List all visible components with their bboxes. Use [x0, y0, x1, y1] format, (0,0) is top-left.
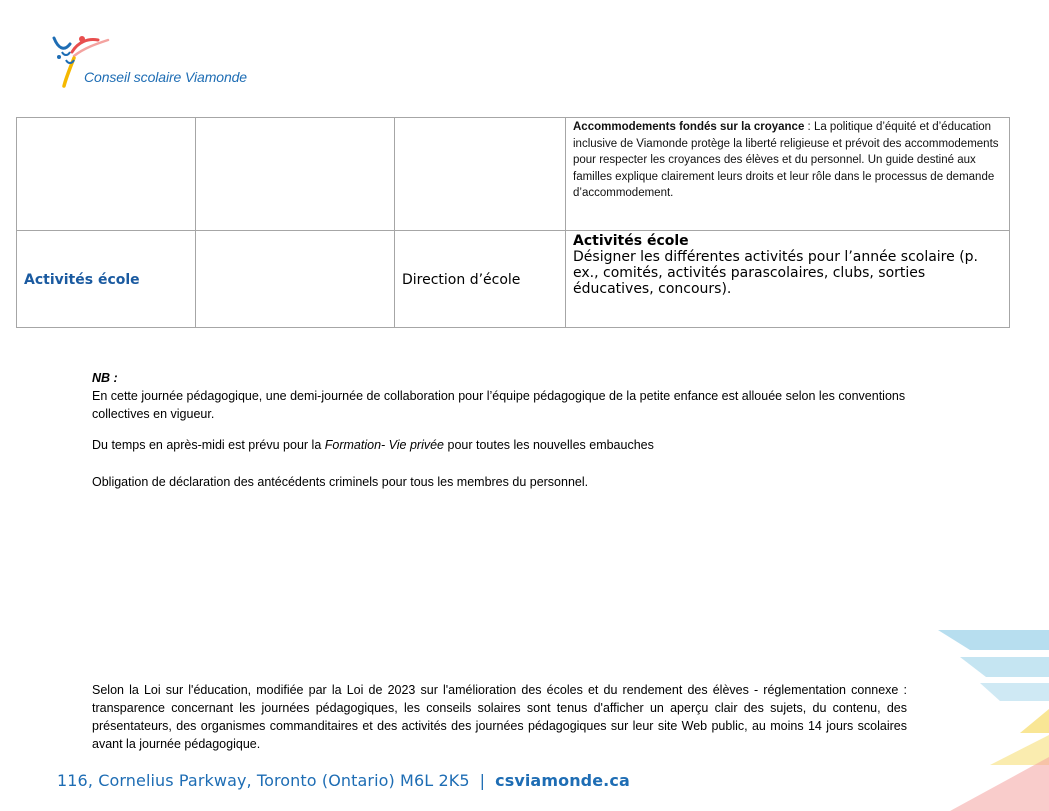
notes-p2-before: Du temps en après-midi est prévu pour la [92, 438, 325, 452]
table-row [17, 231, 1010, 328]
org-name: Conseil scolaire Viamonde [84, 69, 247, 85]
table-cell [566, 118, 1010, 231]
notes-p2-italic: Formation- Vie privée [324, 438, 445, 452]
table-cell [395, 231, 566, 328]
notes-p2-after: pour toutes les nouvelles embauches [444, 438, 654, 452]
notes-label: NB : [92, 371, 118, 385]
law-paragraph: Selon la Loi sur l'éducation, modifiée par la Loi de 2023 sur l'amélioration des écoles et du rendement des élèves - réglementation connexe : transparence concernant les journées pédagogiques, les conseils solaires sont tenus d'afficher un aperçu clair des sujets, du contenu, des présentateurs, des organismes commanditaires et des activités des journées pédagogiques sur leur site Web public, au moins 14 jours scolaires avant la journée pédagogique. [92, 683, 907, 751]
activity-label: Activités école [24, 272, 140, 288]
table-cell [17, 231, 196, 328]
table-cell [17, 118, 196, 231]
activity-description [566, 231, 1009, 297]
responsible-label: Direction d’école [402, 272, 521, 288]
table-cell [196, 118, 395, 231]
activities-table [16, 117, 1010, 328]
notes-paragraph-2 [92, 438, 654, 452]
notes-paragraph-3: Obligation de déclaration des antécédents criminels pour tous les membres du personnel. [92, 475, 589, 489]
footer [57, 771, 630, 790]
activity-desc-title: Activités école [573, 233, 689, 249]
footer-website-link[interactable]: csviamonde.ca [495, 771, 630, 790]
table-cell [196, 231, 395, 328]
activity-desc-text: Désigner les différentes activités pour l’année scolaire (p. ex., comités, activités parascolaires, clubs, sorties éducatives, concours). [573, 249, 978, 297]
accommodation-heading: Accommodements fondés sur la croyance [573, 121, 805, 133]
footer-separator: | [479, 771, 486, 790]
table-cell [395, 118, 566, 231]
accommodation-text [566, 118, 1009, 202]
chevron-stripes-decoration [930, 625, 1049, 811]
notes-paragraph: En cette journée pédagogique, une demi-journée de collaboration pour l’équipe pédagogique de la petite enfance est allouée selon les conventions collectives en vigueur. [92, 389, 906, 421]
footer-address: 116, Cornelius Parkway, Toronto (Ontario) M6L 2K5 [57, 771, 470, 790]
table-cell [566, 231, 1010, 328]
notes-section [92, 369, 912, 423]
table-row [17, 118, 1010, 231]
accommodation-body: : La politique d’équité et d’éducation inclusive de Viamonde protège la liberté religieuse et prévoit des accommodements pour respecter les croyances des élèves et du personnel. Un guide destiné aux familles explique clairement leurs droits et leur rôle dans le processus de demande d’accommodement. [573, 121, 999, 199]
